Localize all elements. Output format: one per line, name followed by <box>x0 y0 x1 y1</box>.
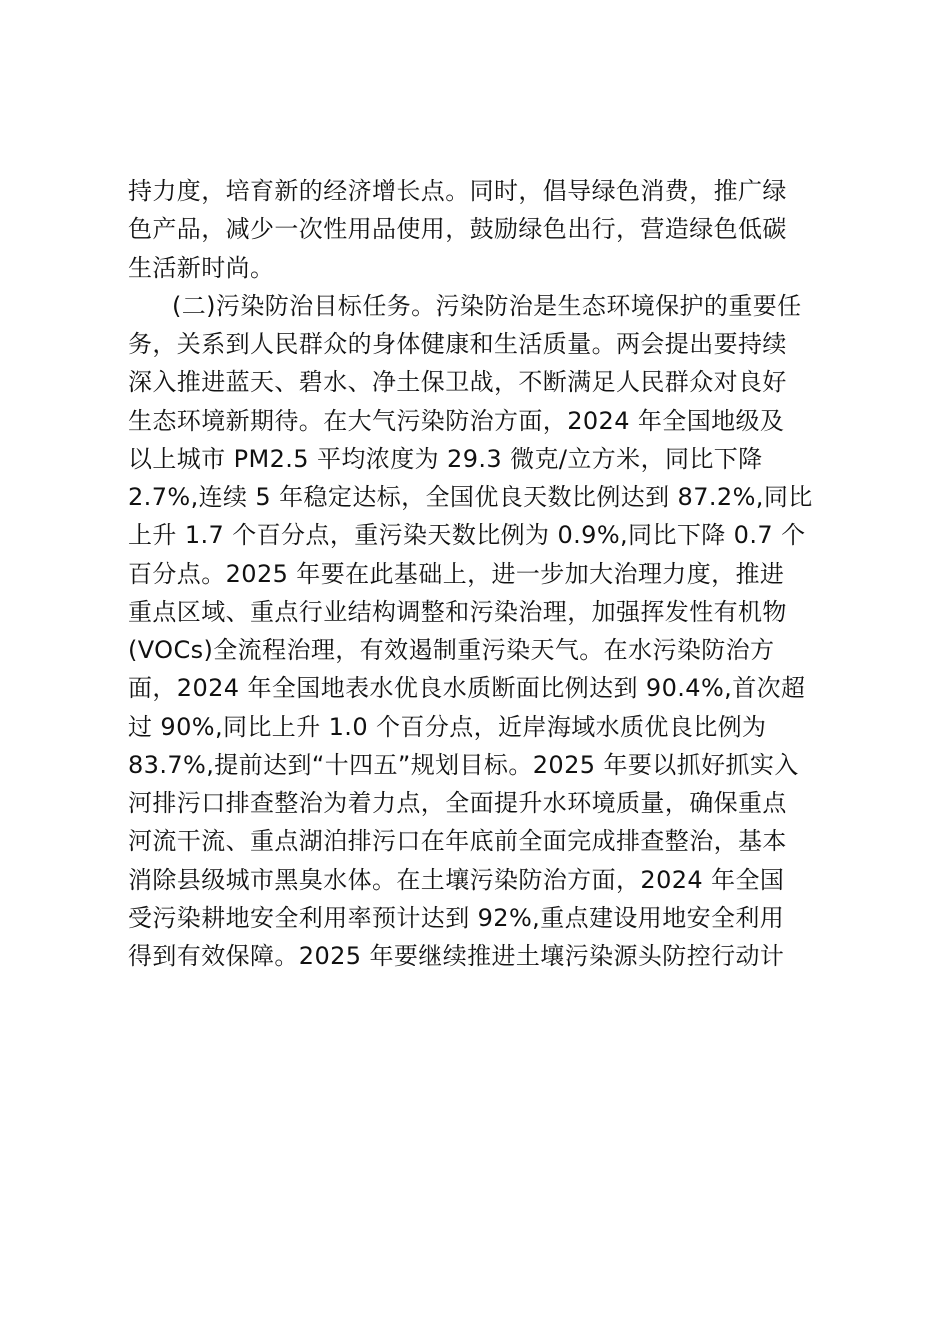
text-line: 面，2024 年全国地表水优良水质断面比例达到 90.4%,首次超 <box>128 674 806 703</box>
text-line: (VOCs)全流程治理，有效遏制重污染天气。在水污染防治方 <box>128 636 775 664</box>
text-line: 色产品，减少一次性用品使用，鼓励绿色出行，营造绿色低碳 <box>128 215 787 244</box>
text-line: 消除县级城市黑臭水体。在土壤污染防治方面，2024 年全国 <box>128 865 785 894</box>
text-line: 以上城市 PM2.5 平均浓度为 29.3 微克/立方米，同比下降 <box>128 444 763 473</box>
text-line: 受污染耕地安全利用率预计达到 92%,重点建设用地安全利用 <box>128 903 785 932</box>
text-line: 务，关系到人民群众的身体健康和生活质量。两会提出要持续 <box>128 330 787 358</box>
text-line: 过 90%,同比上升 1.0 个百分点，近岸海域水质优良比例为 <box>128 712 767 741</box>
text-line: 河流干流、重点湖泊排污口在年底前全面完成排查整治，基本 <box>128 827 787 856</box>
section-heading-line: (二)污染防治目标任务。污染防治是生态环境保护的重要任 <box>172 291 802 320</box>
text-line: 上升 1.7 个百分点，重污染天数比例为 0.9%,同比下降 0.7 个 <box>128 521 806 550</box>
text-line: 2.7%,连续 5 年稳定达标，全国优良天数比例达到 87.2%,同比 <box>128 483 813 511</box>
text-line: 深入推进蓝天、碧水、净土保卫战，不断满足人民群众对良好 <box>128 368 787 397</box>
body-text <box>128 172 838 975</box>
text-line: 重点区域、重点行业结构调整和污染治理，加强挥发性有机物 <box>128 597 787 626</box>
text-line: 生态环境新期待。在大气污染防治方面，2024 年全国地级及 <box>128 406 785 435</box>
text-line: 河排污口排查整治为着力点，全面提升水环境质量，确保重点 <box>128 789 787 817</box>
text-line: 生活新时尚。 <box>128 253 275 282</box>
text-line: 得到有效保障。2025 年要继续推进土壤污染源头防控行动计 <box>128 942 785 970</box>
text-line: 百分点。2025 年要在此基础上，进一步加大治理力度，推进 <box>128 559 785 588</box>
text-line: 83.7%,提前达到“十四五”规划目标。2025 年要以抓好抓实入 <box>128 750 799 779</box>
text-line: 持力度，培育新的经济增长点。同时，倡导绿色消费，推广绿 <box>128 177 787 205</box>
